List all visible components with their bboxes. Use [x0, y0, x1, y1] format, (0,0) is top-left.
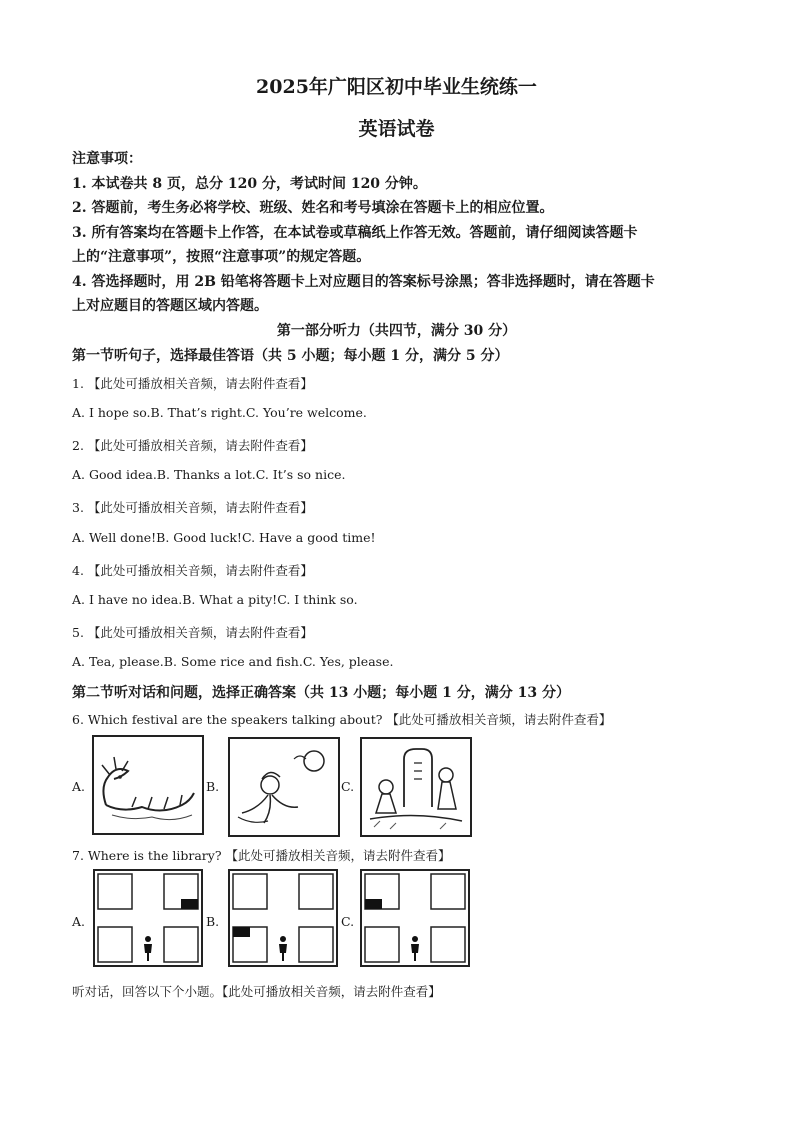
notes-heading: 注意事项： [72, 151, 142, 167]
map-a [93, 869, 203, 967]
question-options: A. Good idea.B. Thanks a lot.C. It’s so nice. [72, 467, 346, 482]
question-stem: 2. 【此处可播放相关音频，请去附件查看】 [72, 438, 313, 453]
option-label: A. [72, 914, 86, 929]
option-label: B. [206, 779, 220, 794]
section2-heading: 第二节听对话和问题，选择正确答案（共 13 小题；每小题 1 分，满分 13 分） [72, 685, 570, 701]
question-stem: 4. 【此处可播放相关音频，请去附件查看】 [72, 563, 313, 578]
part1-heading: 第一部分听力（共四节，满分 30 分） [276, 323, 517, 339]
section1-heading: 第一节听句子，选择最佳答语（共 5 小题；每小题 1 分，满分 5 分） [72, 348, 509, 364]
note-line: 上的“注意事项”，按照“注意事项”的规定答题。 [72, 249, 371, 265]
dragon-boat-picture [92, 735, 204, 835]
note-line: 1. 本试卷共 8 页，总分 120 分，考试时间 120 分钟。 [72, 176, 427, 192]
note-line: 4. 答选择题时，用 2B 铅笔将答题卡上对应题目的答案标号涂黑；答非选择题时，请在答题卡 [72, 274, 655, 290]
map-c [360, 869, 470, 967]
note-line: 2. 答题前，考生务必将学校、班级、姓名和考号填涂在答题卡上的相应位置。 [72, 200, 554, 216]
option-label: B. [206, 914, 220, 929]
question-options: A. Tea, please.B. Some rice and fish.C. Yes, please. [72, 654, 394, 669]
question-stem: 3. 【此处可播放相关音频，请去附件查看】 [72, 500, 313, 515]
option-label: A. [72, 779, 86, 794]
question-options: A. I hope so.B. That’s right.C. You’re welcome. [72, 405, 367, 420]
exam-subtitle: 英语试卷 [358, 118, 435, 140]
map-b [228, 869, 338, 967]
note-line: 3. 所有答案均在答题卡上作答，在本试卷或草稿纸上作答无效。答题前，请仔细阅读答题卡 [72, 225, 638, 241]
exam-title: 2025年广阳区初中毕业生统练一 [256, 76, 537, 98]
question-stem: 1. 【此处可播放相关音频，请去附件查看】 [72, 376, 313, 391]
note-line: 上对应题目的答题区域内答题。 [72, 298, 268, 314]
tomb-sweeping-picture [360, 737, 472, 837]
question-options: A. Well done!B. Good luck!C. Have a good time! [72, 530, 376, 545]
question-stem: 5. 【此处可播放相关音频，请去附件查看】 [72, 625, 313, 640]
question-options: A. I have no idea.B. What a pity!C. I think so. [72, 592, 358, 607]
option-label: C. [341, 914, 355, 929]
listening-instruction: 听对话，回答以下个小题。【此处可播放相关音频，请去附件查看】 [72, 984, 441, 999]
question-stem: 7. Where is the library? 【此处可播放相关音频，请去附件查看】 [72, 848, 451, 863]
mid-autumn-picture [228, 737, 340, 837]
question-stem: 6. Which festival are the speakers talking about? 【此处可播放相关音频，请去附件查看】 [72, 712, 612, 727]
option-label: C. [341, 779, 355, 794]
